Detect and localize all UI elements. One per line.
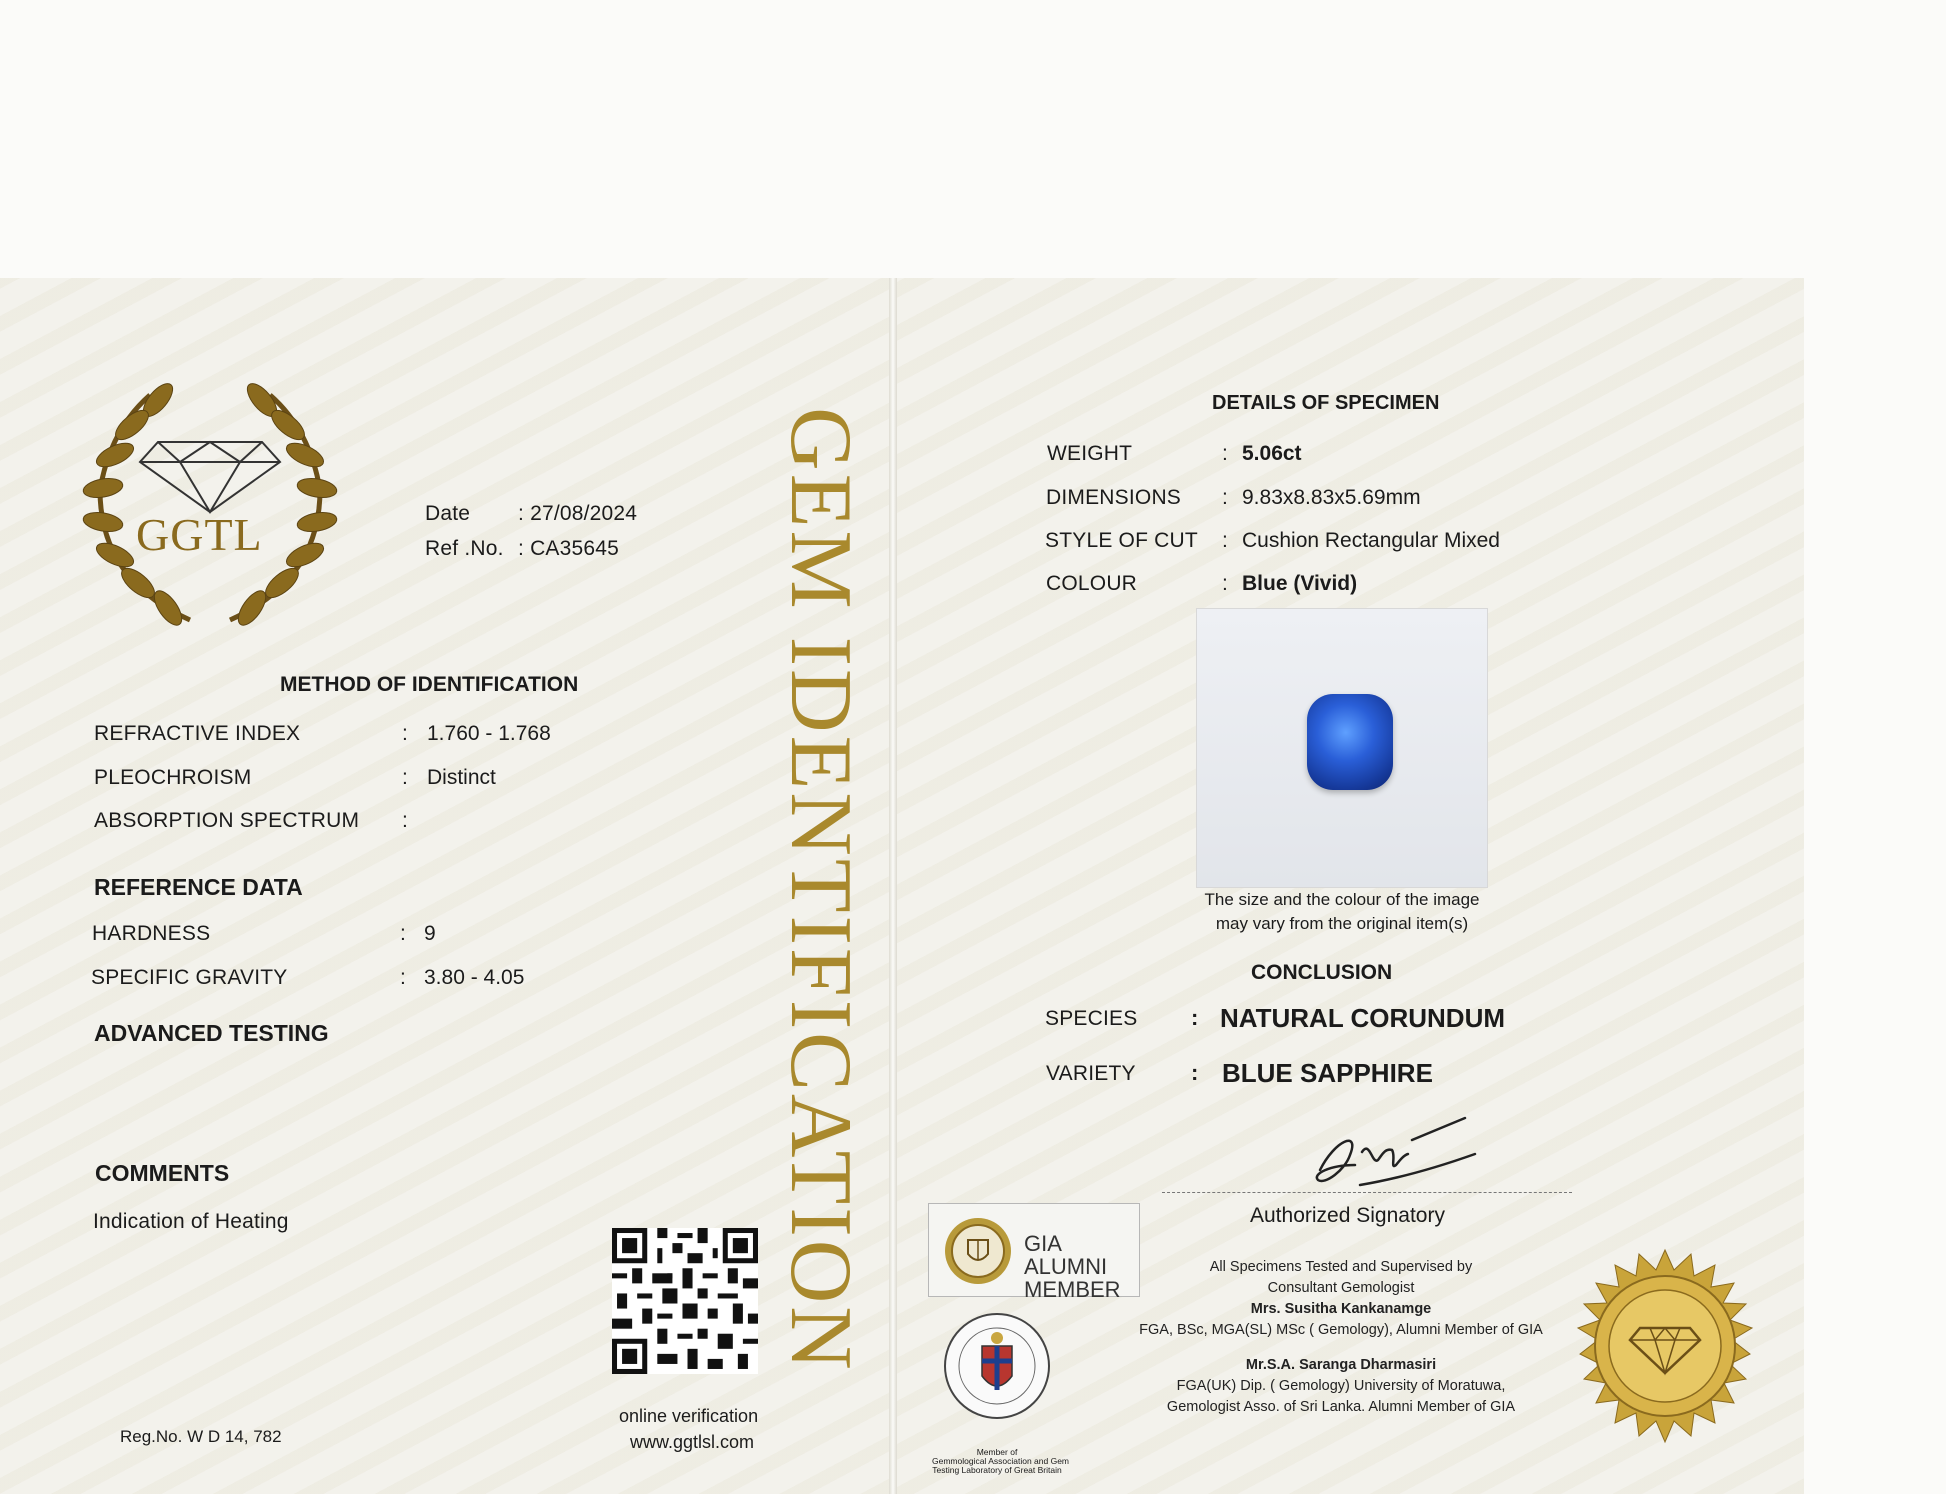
image-note-line1: The size and the colour of the image <box>1204 890 1480 909</box>
weight-value: 5.06ct <box>1242 442 1302 465</box>
qr-code-icon[interactable] <box>612 1228 758 1374</box>
weight-label: WEIGHT <box>1047 442 1133 465</box>
pleochroism-label: PLEOCHROISM <box>94 766 252 789</box>
dimensions-label: DIMENSIONS <box>1046 486 1182 509</box>
gia-alumni-badge <box>928 1203 1140 1302</box>
gem-a-member-text: Member of Gemmological Association and Gem Testing Laboratory of Great Britain <box>932 1447 1070 1475</box>
signature-line <box>1162 1192 1572 1193</box>
hardness-value: 9 <box>424 922 436 945</box>
colon: : <box>402 722 409 745</box>
ggtl-logo-text: GGTL <box>136 509 263 560</box>
gemologist-name-2: Mr.S.A. Saranga Dharmasiri <box>1245 1357 1437 1373</box>
comments-title: COMMENTS <box>95 1160 230 1186</box>
colour-value: Blue (Vivid) <box>1242 572 1358 595</box>
authorized-signatory-label: Authorized Signatory <box>1250 1204 1445 1227</box>
conclusion-title: CONCLUSION <box>1251 961 1393 984</box>
gemologist-credentials-2b: Gemologist Asso. of Sri Lanka. Alumni Member of GIA <box>1166 1399 1516 1415</box>
ref-label: Ref .No. <box>425 537 504 560</box>
hardness-label: HARDNESS <box>92 922 211 945</box>
date-value: : 27/08/2024 <box>518 502 638 525</box>
signatory-line2: Consultant Gemologist <box>1267 1280 1415 1296</box>
ggtl-laurel-logo-icon <box>70 380 350 630</box>
ref-value: : CA35645 <box>518 537 620 560</box>
gia-badge-text: GIA ALUMNI MEMBER <box>1024 1231 1121 1302</box>
specific-gravity-value: 3.80 - 4.05 <box>424 966 525 989</box>
reference-data-title: REFERENCE DATA <box>94 874 303 900</box>
colon: : <box>1222 442 1229 465</box>
refractive-index-label: REFRACTIVE INDEX <box>94 722 301 745</box>
specimen-photo <box>1196 608 1488 888</box>
image-note-line2: may vary from the original item(s) <box>1215 914 1469 933</box>
gemologist-credentials-2a: FGA(UK) Dip. ( Gemology) University of Moratuwa, <box>1176 1378 1506 1394</box>
colon: : <box>1222 486 1229 509</box>
species-label: SPECIES <box>1045 1007 1138 1030</box>
online-verification-label: online verification <box>619 1406 759 1426</box>
colon: : <box>1222 572 1229 595</box>
reg-number: Reg.No. W D 14, 782 <box>120 1427 282 1446</box>
colon: : <box>1191 1005 1199 1030</box>
style-of-cut-label: STYLE OF CUT <box>1045 529 1198 552</box>
specimen-title: DETAILS OF SPECIMEN <box>1212 392 1440 414</box>
gem-a-crest-icon <box>942 1306 1052 1432</box>
page-fold <box>889 278 897 1494</box>
variety-value: BLUE SAPPHIRE <box>1222 1058 1433 1088</box>
refractive-index-value: 1.760 - 1.768 <box>427 722 551 745</box>
colon: : <box>400 922 407 945</box>
colon: : <box>1191 1060 1199 1085</box>
advanced-testing-title: ADVANCED TESTING <box>94 1020 329 1046</box>
signatory-line1: All Specimens Tested and Supervised by <box>1209 1259 1473 1275</box>
dimensions-value: 9.83x8.83x5.69mm <box>1242 486 1421 509</box>
variety-label: VARIETY <box>1046 1062 1136 1085</box>
colour-label: COLOUR <box>1046 572 1138 595</box>
colon: : <box>400 966 407 989</box>
species-value: NATURAL CORUNDUM <box>1220 1003 1506 1033</box>
blue-sapphire-gem-image <box>1307 694 1393 790</box>
colon: : <box>402 766 409 789</box>
gemologist-name-1: Mrs. Susitha Kankanamge <box>1250 1301 1432 1317</box>
comments-text: Indication of Heating <box>93 1210 289 1233</box>
gemologist-credentials-1: FGA, BSc, MGA(SL) MSc ( Gemology), Alumni Member of GIA <box>1139 1322 1543 1338</box>
date-label: Date <box>425 502 471 525</box>
colon: : <box>1222 529 1229 552</box>
absorption-spectrum-label: ABSORPTION SPECTRUM <box>94 809 360 832</box>
ggtl-gold-seal-icon <box>1560 1248 1770 1458</box>
method-title: METHOD OF IDENTIFICATION <box>280 673 579 696</box>
style-of-cut-value: Cushion Rectangular Mixed <box>1242 529 1500 552</box>
specific-gravity-label: SPECIFIC GRAVITY <box>91 966 288 989</box>
gia-seal-icon <box>943 1216 1013 1286</box>
handwritten-signature-icon <box>1300 1110 1480 1200</box>
pleochroism-value: Distinct <box>427 766 496 789</box>
gem-identification-vertical-title: GEM IDENTIFICATION <box>772 407 869 1373</box>
colon: : <box>402 809 409 832</box>
website-link[interactable]: www.ggtlsl.com <box>630 1432 755 1452</box>
